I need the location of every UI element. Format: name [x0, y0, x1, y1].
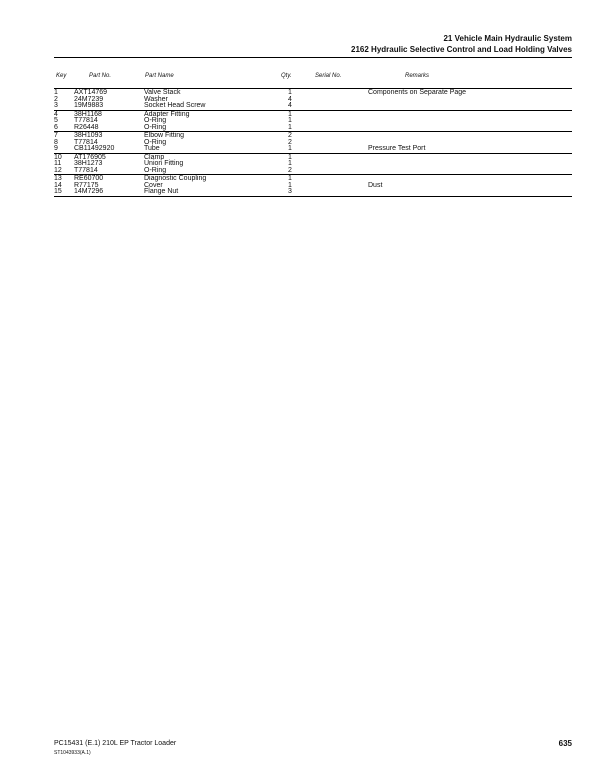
cell-remarks: Dust: [368, 181, 383, 189]
column-header-serial-no: Serial No.: [315, 73, 342, 79]
table-row: [54, 125, 572, 132]
header-divider: [54, 57, 572, 58]
cell-part-name: Washer: [144, 95, 168, 103]
cell-key: 15: [54, 188, 62, 195]
column-header-part-name: Part Name: [145, 73, 174, 79]
cell-part-name: Valve Stack: [144, 89, 181, 96]
column-header-part-no: Part No.: [89, 73, 112, 79]
cell-key: 9: [54, 145, 58, 152]
column-header-key: Key: [56, 73, 67, 79]
cell-key: 11: [54, 160, 62, 167]
cell-part-name: Cover: [144, 181, 163, 189]
cell-qty: 3: [288, 188, 292, 195]
parts-group: [54, 153, 572, 175]
cell-qty: 2: [288, 166, 292, 174]
cell-part-no: AXT14769: [74, 89, 108, 96]
cell-key: 12: [54, 166, 62, 174]
cell-remarks: Components on Separate Page: [368, 89, 467, 96]
footer-code: ST1043933(A.1): [54, 750, 91, 756]
table-row: [54, 103, 572, 110]
cell-part-name: O-Ring: [144, 138, 167, 146]
cell-key: 4: [54, 110, 58, 118]
cell-qty: 1: [288, 175, 292, 182]
cell-qty: 2: [288, 138, 292, 146]
footer-document-info: PC15431 (E.1) 210L EP Tractor Loader: [54, 740, 177, 747]
table-row: [54, 146, 572, 153]
cell-part-no: R77175: [74, 181, 99, 189]
cell-part-no: 38H1273: [74, 160, 103, 167]
column-header-qty: Qty.: [281, 73, 292, 79]
cell-part-no: 38H1168: [74, 110, 102, 118]
cell-part-name: O-Ring: [144, 166, 167, 174]
parts-group: [54, 110, 572, 132]
cell-qty: 4: [288, 95, 292, 103]
cell-qty: 1: [288, 160, 292, 167]
cell-part-name: Socket Head Screw: [144, 102, 206, 109]
section-title: 21 Vehicle Main Hydraulic System: [443, 34, 572, 43]
cell-part-name: Union Fitting: [144, 160, 184, 167]
cell-qty: 1: [288, 145, 292, 152]
cell-part-name: Adapter Fitting: [144, 110, 190, 118]
table-row: [54, 189, 572, 196]
cell-key: 3: [54, 102, 58, 109]
cell-key: 13: [54, 175, 62, 182]
cell-key: 6: [54, 123, 58, 131]
cell-part-name: O-Ring: [144, 117, 167, 124]
page-number: 635: [558, 739, 572, 748]
cell-key: 10: [54, 153, 62, 161]
cell-qty: 1: [288, 110, 292, 118]
cell-part-no: R26448: [74, 123, 99, 131]
subsection-title: 2162 Hydraulic Selective Control and Load Holding Valves: [351, 45, 572, 54]
cell-key: 5: [54, 117, 58, 124]
cell-part-no: 38H1093: [74, 132, 103, 139]
cell-qty: 4: [288, 102, 292, 109]
cell-part-no: T77814: [74, 166, 98, 174]
cell-part-no: T77814: [74, 117, 98, 124]
cell-part-no: 14M7296: [74, 188, 104, 195]
parts-group: [54, 174, 572, 197]
cell-part-name: Flange Nut: [144, 188, 179, 195]
cell-part-no: 19M9883: [74, 102, 104, 109]
cell-qty: 1: [288, 153, 292, 161]
cell-part-name: Tube: [144, 145, 160, 152]
cell-part-name: Elbow Fitting: [144, 132, 185, 139]
cell-qty: 1: [288, 123, 292, 131]
cell-part-name: Diagnostic Coupling: [144, 175, 207, 182]
parts-group: [54, 131, 572, 153]
cell-qty: 2: [288, 132, 292, 139]
cell-part-no: AT176905: [74, 153, 106, 161]
parts-group: [54, 88, 572, 110]
cell-part-name: O-Ring: [144, 123, 167, 131]
table-row: [54, 168, 572, 175]
cell-qty: 1: [288, 181, 292, 189]
cell-key: 7: [54, 132, 58, 139]
column-header-remarks: Remarks: [405, 73, 430, 79]
cell-qty: 1: [288, 89, 292, 96]
cell-part-no: CB11492920: [74, 145, 115, 152]
cell-part-no: T77814: [74, 138, 98, 146]
cell-remarks: Pressure Test Port: [368, 145, 426, 152]
cell-part-no: RE60700: [74, 175, 104, 182]
parts-table: [54, 88, 572, 197]
cell-part-no: 24M7239: [74, 95, 104, 103]
cell-part-name: Clamp: [144, 153, 165, 161]
cell-key: 2: [54, 95, 58, 103]
cell-key: 14: [54, 181, 62, 189]
cell-qty: 1: [288, 117, 292, 124]
cell-key: 1: [54, 89, 58, 96]
cell-key: 8: [54, 138, 58, 146]
